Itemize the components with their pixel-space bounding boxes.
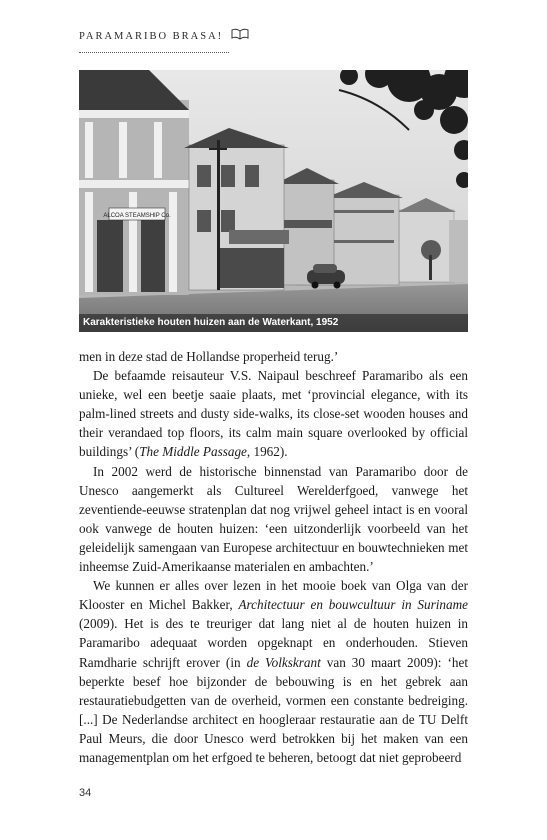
- paragraph: men in deze stad de Hollandse properheid terug.’: [79, 349, 339, 364]
- running-header: [79, 27, 249, 49]
- waterkant-photo: [79, 70, 468, 332]
- paragraph: In 2002 werd de historische binnenstad van Paramaribo door de Unesco aangemerkt als Cultureel Werelderfgoed, vanwege het zeventiende-eeuwse stratenplan dat nog vrijwel geheel intact is en vooral ook vanwege de houten huizen: ‘een uitzonderlijk voorbeeld van het geleidelijk samengaan van Europese architectuur en bouwtechnieken met inheemse Zuid-Amerikaanse materialen en ambachten.’: [79, 463, 468, 575]
- open-book-icon: [231, 27, 249, 45]
- body-text: [79, 347, 468, 767]
- paragraph: We kunnen er alles over lezen in het mooie boek van Olga van der Klooster en Michel Bakker, Architectuur en bouwcultuur in Suriname (2009). Het is des te treuriger dat lang niet al de houten huizen in Paramaribo adequaat worden opgeknapt en onderhouden. Stieven Ramdharie schrijft erover (in de Volkskrant van 30 maart 2009): ‘het beperkte besef hoe bijzonder de bebouwing is en het gebrek aan restauratiebudgetten van de overheid, vormen een constante bedreiging. [...] De Nederlandse architect en hoogleraar restauratie aan de TU Delft Paul Meurs, die door Unesco werd betrokken bij het maken van een managementplan om het erfgoed te beheren, betoogt dat niet geprobeerd: [79, 578, 468, 765]
- page-number: 34: [79, 787, 92, 799]
- header-dotted-rule: [79, 52, 229, 53]
- shop-sign-text: ALCOA STEAMSHIP Co.: [103, 213, 171, 219]
- book-title: Architectuur en bouwcultuur in Suriname: [238, 597, 468, 613]
- newspaper-title: de Volkskrant: [246, 654, 321, 670]
- photo-caption: Karakteristieke houten huizen aan de Waterkant, 1952: [79, 314, 468, 332]
- paragraph: De befaamde reisauteur V.S. Naipaul beschreef Paramaribo als een unieke, wel een beetje saaie plaats, met ‘provincial elegance, with its palm-lined streets and dusty side-walks, its close-set wooden houses and their verandaed top floors, its calm main square overlooked by official buildings’ (The Middle Passage, 1962).: [79, 368, 468, 460]
- running-header-title: PARAMARIBO BRASA!: [79, 30, 224, 42]
- book-title: The Middle Passage: [139, 444, 247, 460]
